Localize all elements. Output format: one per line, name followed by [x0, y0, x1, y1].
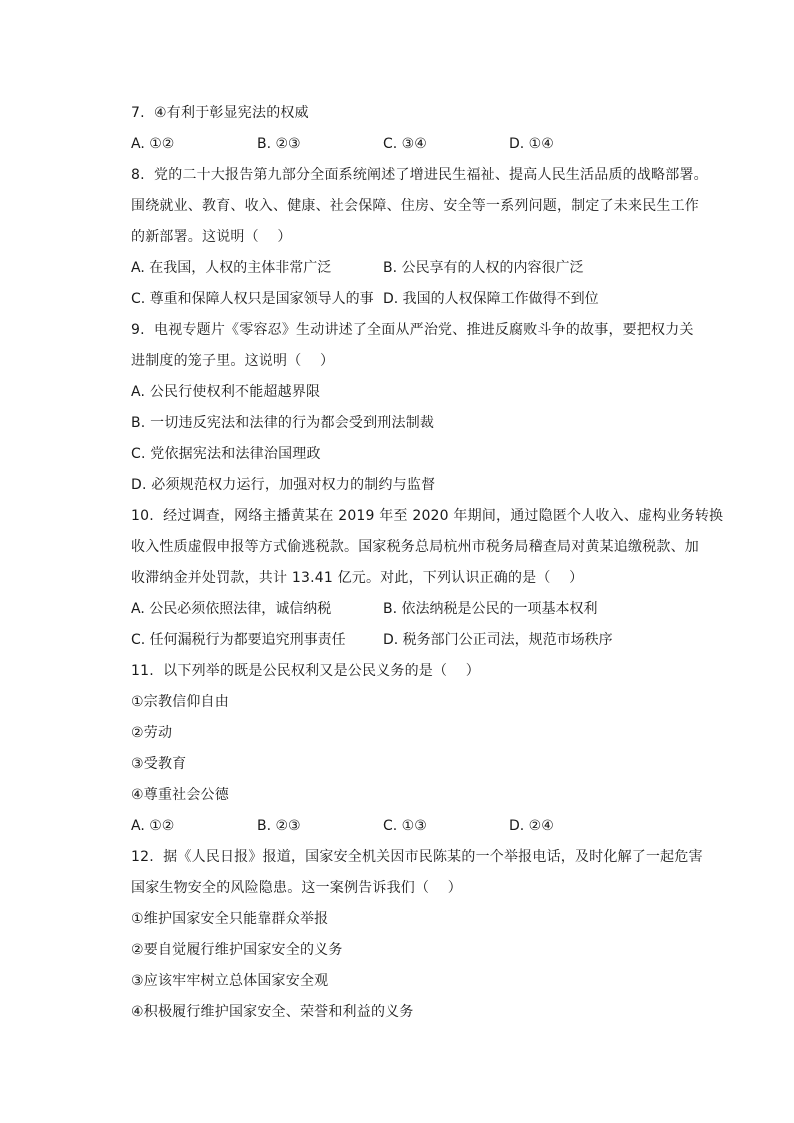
q7-options [131, 129, 701, 160]
q10-options-row-2 [131, 625, 701, 656]
q12-item-4: ④积极履行维护国家安全、荣誉和利益的义务 [131, 1004, 414, 1020]
q7-option-d: D. ①④ [509, 136, 554, 152]
q11-item-2: ②劳动 [131, 725, 173, 741]
q8-stem-line-1: 8. 党的二十大报告第九部分全面系统阐述了增进民生福祉、提高人民生活品质的战略部署。 [131, 167, 708, 183]
q11-option-a: A. ①② [131, 818, 175, 834]
q8-option-d: D. 我国的人权保障工作做得不到位 [383, 291, 599, 307]
q11-options [131, 811, 701, 842]
q8-stem-line-3: 的新部署。这说明（ ） [131, 229, 292, 245]
q12-item-2: ②要自觉履行维护国家安全的义务 [131, 942, 343, 958]
q9-stem-line-1: 9. 电视专题片《零容忍》生动讲述了全面从严治党、推进反腐败斗争的故事，要把权力关 [131, 322, 694, 338]
q11-item-1: ①宗教信仰自由 [131, 694, 229, 710]
q11-stem: 11. 以下列举的既是公民权利又是公民义务的是（ ） [131, 663, 480, 679]
q9-option-d: D. 必须规范权力运行，加强对权力的制约与监督 [131, 477, 436, 493]
q8-option-a: A. 在我国，人权的主体非常广泛 [131, 260, 332, 276]
q11-option-b: B. ②③ [257, 818, 301, 834]
q8-options-row-2 [131, 284, 701, 315]
q8-option-b: B. 公民享有的人权的内容很广泛 [383, 260, 584, 276]
q12-item-3: ③应该牢牢树立总体国家安全观 [131, 973, 329, 989]
q12-item-1: ①维护国家安全只能靠群众举报 [131, 911, 329, 927]
q8-option-c: C. 尊重和保障人权只是国家领导人的事 [131, 291, 374, 307]
q10-options-row-1 [131, 594, 701, 625]
q11-option-c: C. ①③ [383, 818, 427, 834]
q7-option-a: A. ①② [131, 136, 175, 152]
q10-option-b: B. 依法纳税是公民的一项基本权利 [383, 601, 598, 617]
q9-option-a: A. 公民行使权利不能超越界限 [131, 384, 321, 400]
q10-option-a: A. 公民必须依照法律，诚信纳税 [131, 601, 332, 617]
q10-option-c: C. 任何漏税行为都要追究刑事责任 [131, 632, 346, 648]
q9-stem-line-2: 进制度的笼子里。这说明（ ） [131, 353, 335, 369]
q11-option-d: D. ②④ [509, 818, 554, 834]
q11-item-4: ④尊重社会公德 [131, 787, 229, 803]
q11-item-3: ③受教育 [131, 756, 187, 772]
q7-stem: 7. ④有利于彰显宪法的权威 [131, 105, 309, 121]
q10-stem-line-1: 10. 经过调查，网络主播黄某在 2019 年至 2020 年期间，通过隐匿个人收入、虚构业务转换 [131, 508, 724, 524]
q9-option-b: B. 一切违反宪法和法律的行为都会受到刑法制裁 [131, 415, 435, 431]
q10-stem-line-3: 收滞纳金并处罚款，共计 13.41 亿元。对此，下列认识正确的是（ ） [131, 570, 584, 586]
q8-stem-line-2: 围绕就业、教育、收入、健康、社会保障、住房、安全等一系列问题，制定了未来民生工作 [131, 198, 699, 214]
q10-option-d: D. 税务部门公正司法，规范市场秩序 [383, 632, 613, 648]
exam-page [131, 98, 724, 1028]
q9-option-c: C. 党依据宪法和法律治国理政 [131, 446, 321, 462]
q12-stem-line-2: 国家生物安全的风险隐患。这一案例告诉我们（ ） [131, 880, 462, 896]
q7-option-b: B. ②③ [257, 136, 301, 152]
q12-stem-line-1: 12. 据《人民日报》报道，国家安全机关因市民陈某的一个举报电话，及时化解了一起危害 [131, 849, 703, 865]
q10-stem-line-2: 收入性质虚假申报等方式偷逃税款。国家税务总局杭州市税务局稽查局对黄某追缴税款、加 [131, 539, 699, 555]
q8-options-row-1 [131, 253, 701, 284]
q7-option-c: C. ③④ [383, 136, 427, 152]
